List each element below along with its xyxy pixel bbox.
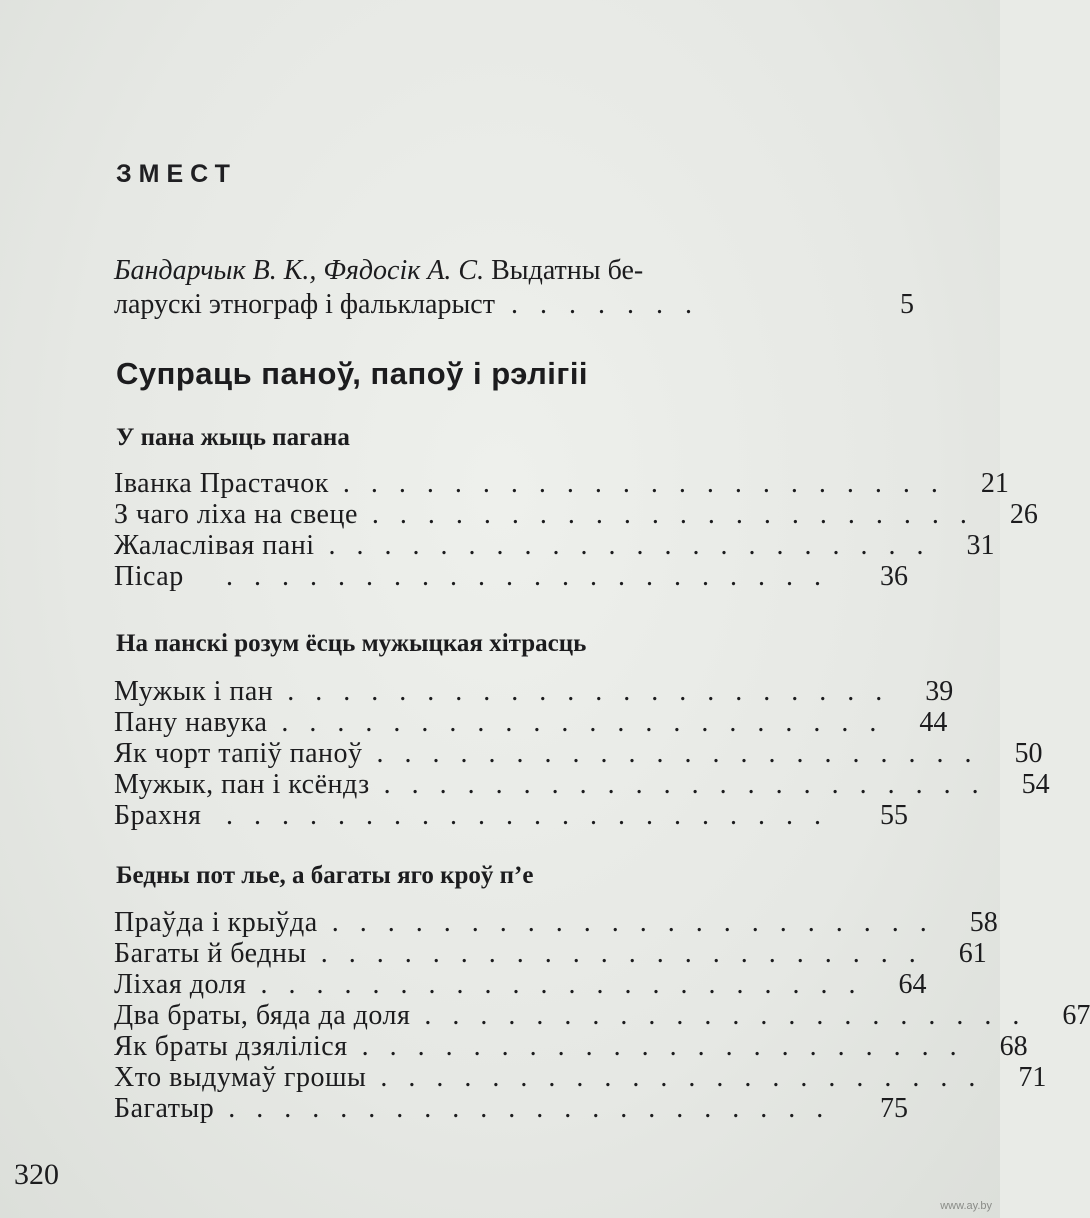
toc-entry	[114, 938, 987, 969]
intro-title-part1: Выдатны бе-	[491, 255, 644, 286]
watermark: www.ay.by	[940, 1200, 992, 1212]
entry-page: 50	[1014, 738, 1043, 769]
toc-entry	[114, 800, 908, 831]
dot-leader: ......................	[260, 969, 877, 1000]
group-title: Бедны пот лье, а багаты яго кроў п’е	[116, 862, 534, 889]
entry-title: Пану навука	[114, 707, 268, 738]
dot-leader: ......................	[424, 1000, 1041, 1031]
toc-entry	[114, 769, 1050, 800]
entry-page: 39	[925, 676, 954, 707]
entry-title: Іванка Прастачок	[114, 468, 329, 499]
entry-title: З чаго ліха на свеце	[114, 499, 358, 530]
toc-entry	[114, 676, 954, 707]
toc-entry	[114, 530, 995, 561]
entry-page: 75	[880, 1093, 908, 1124]
entry-title: Брахня	[114, 800, 202, 831]
contents-heading: ЗМЕСТ	[116, 160, 237, 188]
toc-entry	[114, 561, 908, 592]
dot-leader: ......................	[228, 1093, 845, 1124]
toc-entry	[114, 1062, 1047, 1093]
toc-entry	[114, 499, 1038, 530]
entry-page: 31	[966, 530, 995, 561]
entry-page: 71	[1018, 1062, 1047, 1093]
entry-page: 54	[1021, 769, 1050, 800]
intro-title-part2: ларускі этнограф і фалькларыст	[114, 289, 495, 320]
entry-title: Пісар	[114, 561, 184, 592]
entry-title: Праўда і крыўда	[114, 907, 318, 938]
toc-entry	[114, 1031, 1028, 1062]
toc-group-2	[114, 676, 1050, 831]
group-title: На панскі розум ёсць мужыцкая хітрасць	[116, 630, 587, 657]
toc-group-3	[114, 907, 1090, 1124]
entry-page: 44	[919, 707, 948, 738]
dot-leader: ......................	[281, 707, 898, 738]
toc-entry	[114, 707, 948, 738]
entry-page: 58	[969, 907, 998, 938]
dot-leader: ......................	[226, 800, 842, 831]
intro-line-2	[114, 288, 914, 322]
dot-leader: .......	[510, 289, 714, 320]
toc-entry	[114, 468, 1009, 499]
toc-entry	[114, 907, 998, 938]
intro-authors: Бандарчык В. К., Фядосік А. С.	[114, 255, 485, 286]
toc-entry	[114, 738, 1043, 769]
dot-leader: ......................	[376, 738, 993, 769]
group-title: У пана жыць пагана	[116, 424, 350, 451]
intro-entry	[114, 254, 914, 322]
entry-page: 55	[880, 800, 908, 831]
toc-entry	[114, 1000, 1090, 1031]
dot-leader: ......................	[331, 907, 948, 938]
intro-page: 5	[900, 289, 914, 320]
dot-leader: ......................	[287, 676, 904, 707]
entry-title: Як чорт тапіў паноў	[114, 738, 363, 769]
dot-leader: ......................	[342, 468, 959, 499]
page-number: 320	[14, 1158, 59, 1191]
dot-leader: ......................	[226, 561, 842, 592]
dot-leader: ......................	[328, 530, 945, 561]
entry-title: Хто выдумаў грошы	[114, 1062, 367, 1093]
entry-title: Як браты дзяліліся	[114, 1031, 348, 1062]
dot-leader: ......................	[361, 1031, 978, 1062]
toc-entry	[114, 969, 927, 1000]
dot-leader: ......................	[383, 769, 1000, 800]
entry-page: 64	[898, 969, 927, 1000]
entry-page: 68	[999, 1031, 1028, 1062]
entry-page: 36	[880, 561, 908, 592]
section-title: Супраць паноў, папоў і рэлігіі	[116, 356, 589, 391]
toc-group-1	[114, 468, 1038, 592]
entry-page: 26	[1009, 499, 1038, 530]
entry-title: Жаласлівая пані	[114, 530, 315, 561]
entry-title: Багатыр	[114, 1093, 215, 1124]
dot-leader: ......................	[320, 938, 937, 969]
toc-entry	[114, 1093, 908, 1124]
dot-leader: ......................	[380, 1062, 997, 1093]
entry-title: Багаты й бедны	[114, 938, 307, 969]
entry-page: 61	[958, 938, 987, 969]
entry-page: 21	[980, 468, 1009, 499]
entry-title: Мужык і пан	[114, 676, 274, 707]
intro-line-1	[114, 254, 914, 288]
entry-title: Два браты, бяда да доля	[114, 1000, 411, 1031]
entry-title: Ліхая доля	[114, 969, 247, 1000]
entry-page: 67	[1062, 1000, 1090, 1031]
entry-title: Мужык, пан і ксёндз	[114, 769, 370, 800]
dot-leader: ......................	[371, 499, 988, 530]
